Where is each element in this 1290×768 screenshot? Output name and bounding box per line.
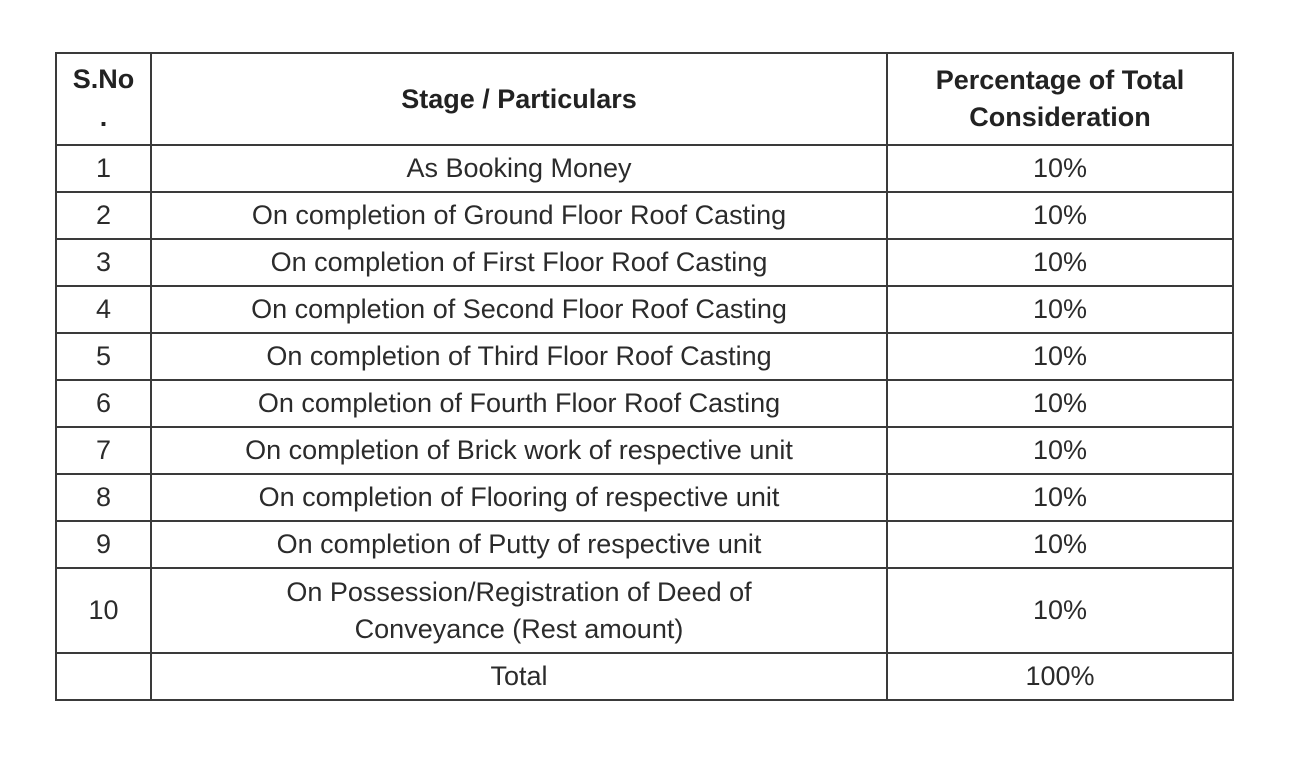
payment-schedule-table (55, 52, 1234, 701)
sno-header (56, 53, 151, 145)
percentage-cell: 10% (887, 427, 1233, 474)
percentage-header (887, 53, 1233, 145)
table-row (56, 239, 1233, 286)
sno-cell: 8 (56, 474, 151, 521)
table-row (56, 192, 1233, 239)
percentage-cell: 10% (887, 474, 1233, 521)
percentage-header-line2: Consideration (969, 102, 1151, 132)
table-row (56, 380, 1233, 427)
table-row (56, 333, 1233, 380)
table-header-row (56, 53, 1233, 145)
table-row (56, 427, 1233, 474)
sno-cell: 3 (56, 239, 151, 286)
sno-cell: 9 (56, 521, 151, 568)
total-percentage: 100% (887, 653, 1233, 700)
sno-cell: 6 (56, 380, 151, 427)
stage-cell: On completion of Flooring of respective unit (151, 474, 887, 521)
percentage-cell: 10% (887, 521, 1233, 568)
stage-cell (151, 568, 887, 653)
stage-cell: On completion of Brick work of respective unit (151, 427, 887, 474)
stage-cell: On completion of Fourth Floor Roof Casting (151, 380, 887, 427)
sno-cell: 10 (56, 568, 151, 653)
percentage-header-line1: Percentage of Total (935, 65, 1185, 95)
stage-cell: On completion of First Floor Roof Casting (151, 239, 887, 286)
stage-cell: As Booking Money (151, 145, 887, 192)
stage-cell-line2: Conveyance (Rest amount) (354, 613, 684, 644)
sno-cell: 1 (56, 145, 151, 192)
total-row (56, 653, 1233, 700)
table-row (56, 286, 1233, 333)
percentage-cell: 10% (887, 145, 1233, 192)
table-row (56, 474, 1233, 521)
stage-cell: On completion of Second Floor Roof Casting (151, 286, 887, 333)
percentage-cell: 10% (887, 286, 1233, 333)
sno-cell: 5 (56, 333, 151, 380)
total-label: Total (151, 653, 887, 700)
stage-cell: On completion of Third Floor Roof Casting (151, 333, 887, 380)
sno-cell: 4 (56, 286, 151, 333)
sno-header-line2: . (99, 102, 108, 132)
sno-header-line1: S.No (72, 64, 135, 94)
stage-cell-line1: On Possession/Registration of Deed of (286, 576, 752, 607)
stage-cell: On completion of Putty of respective unit (151, 521, 887, 568)
sno-cell: 2 (56, 192, 151, 239)
table-row (56, 568, 1233, 653)
sno-cell: 7 (56, 427, 151, 474)
percentage-cell: 10% (887, 568, 1233, 653)
percentage-cell: 10% (887, 333, 1233, 380)
table-row (56, 521, 1233, 568)
percentage-cell: 10% (887, 192, 1233, 239)
stage-cell: On completion of Ground Floor Roof Casting (151, 192, 887, 239)
stage-header: Stage / Particulars (151, 53, 887, 145)
percentage-cell: 10% (887, 239, 1233, 286)
total-sno-cell (56, 653, 151, 700)
percentage-cell: 10% (887, 380, 1233, 427)
table-row (56, 145, 1233, 192)
